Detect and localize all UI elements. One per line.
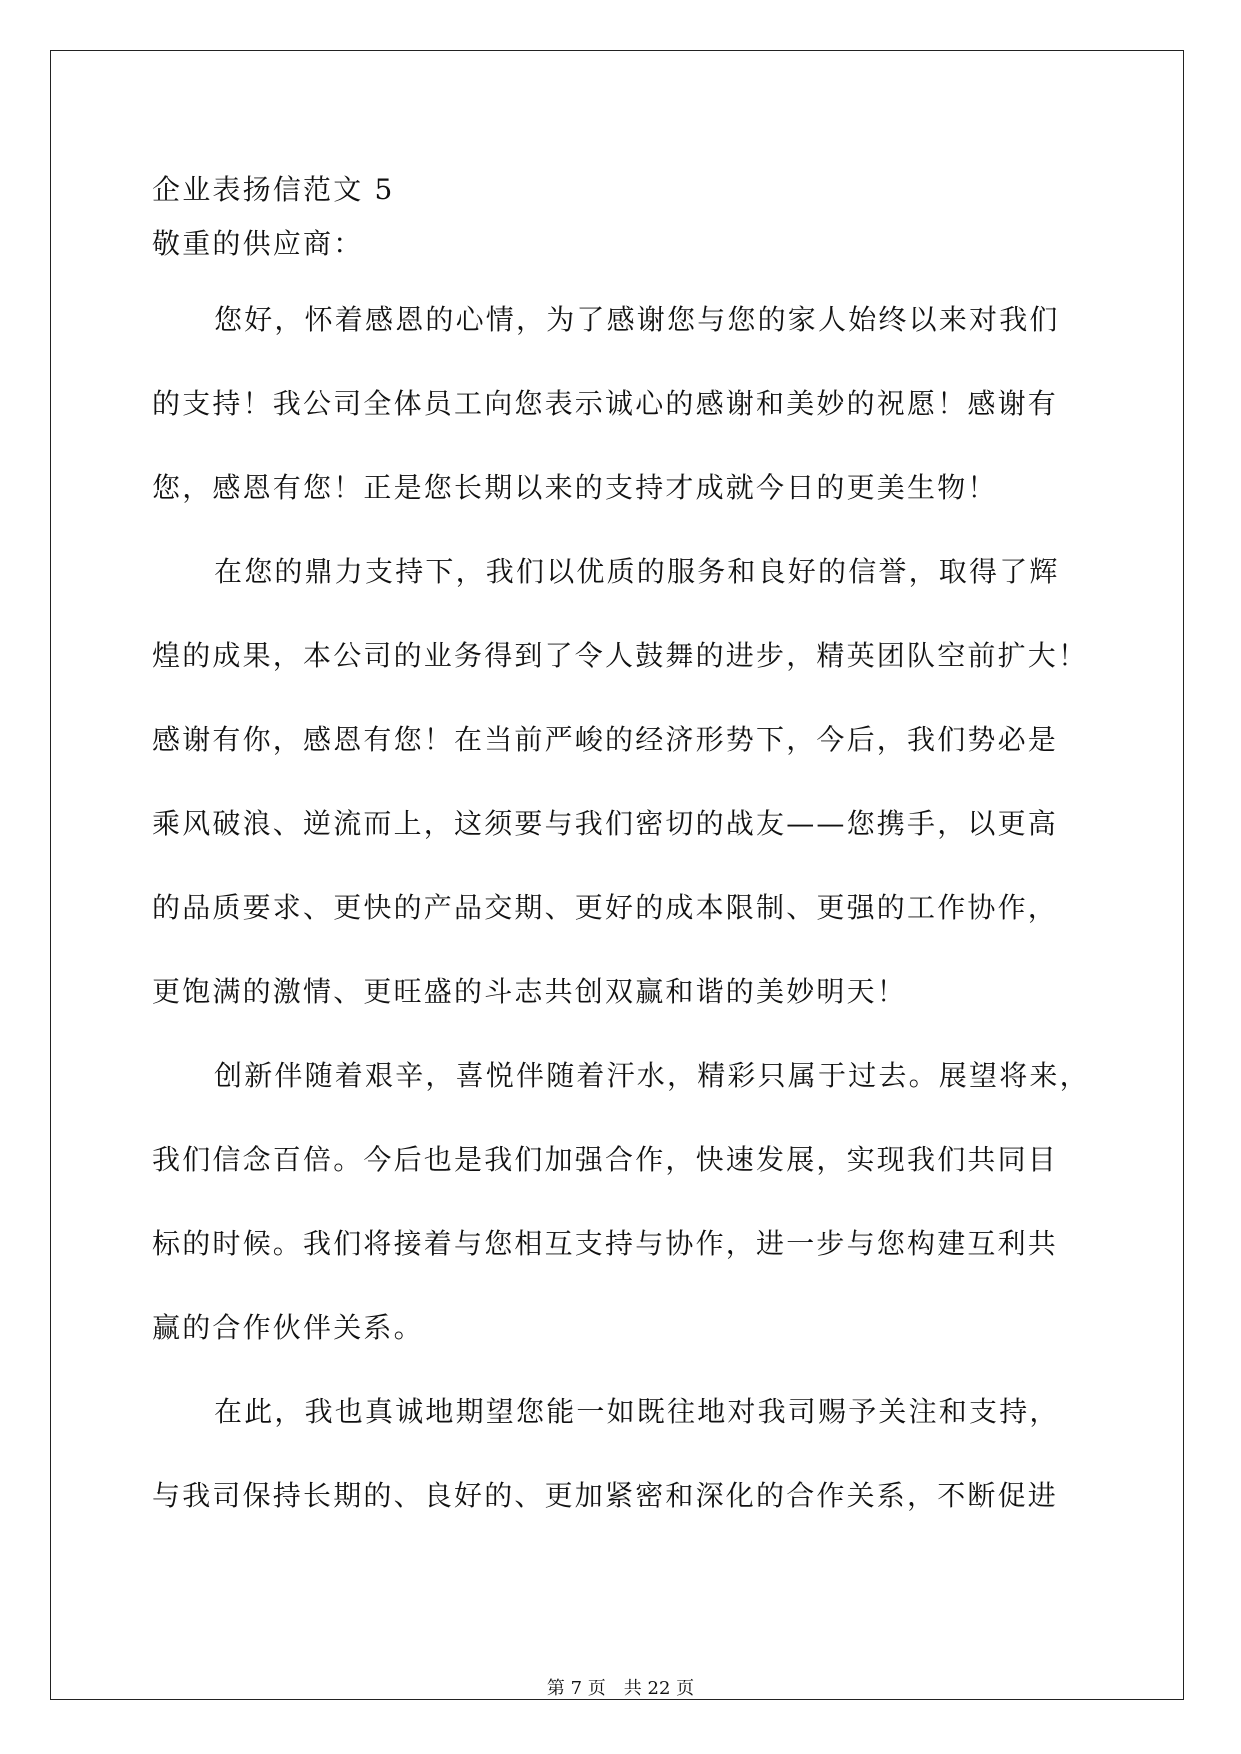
body-line-13: 赢的合作伙伴关系。: [152, 1311, 424, 1344]
body-line-4: 在您的鼎力支持下，我们以优质的服务和良好的信誉，取得了辉: [214, 555, 1060, 588]
page-border: [50, 50, 1184, 1700]
body-line-3: 您，感恩有您！正是您长期以来的支持才成就今日的更美生物！: [152, 471, 998, 504]
body-line-10: 创新伴随着艰辛，喜悦伴随着汗水，精彩只属于过去。展望将来，: [214, 1059, 1090, 1092]
body-line-8: 的品质要求、更快的产品交期、更好的成本限制、更强的工作协作，: [152, 891, 1059, 924]
page-footer: [0, 1678, 1241, 1700]
salutation: 敬重的供应商：: [152, 227, 364, 260]
document-title: 企业表扬信范文 5: [152, 173, 395, 206]
body-line-11: 我们信念百倍。今后也是我们加强合作，快速发展，实现我们共同目: [152, 1143, 1059, 1176]
body-line-7: 乘风破浪、逆流而上，这须要与我们密切的战友——您携手，以更高: [152, 807, 1059, 840]
page-total: 共 22 页: [623, 1678, 695, 1699]
body-line-14: 在此，我也真诚地期望您能一如既往地对我司赐予关注和支持，: [214, 1395, 1060, 1428]
body-line-2: 的支持！我公司全体员工向您表示诚心的感谢和美妙的祝愿！感谢有: [152, 387, 1059, 420]
body-line-15: 与我司保持长期的、良好的、更加紧密和深化的合作关系，不断促进: [152, 1479, 1059, 1512]
body-line-5: 煌的成果，本公司的业务得到了令人鼓舞的进步，精英团队空前扩大！: [152, 639, 1089, 672]
body-line-1: 您好，怀着感恩的心情，为了感谢您与您的家人始终以来对我们: [214, 303, 1060, 336]
page-number: 第 7 页: [546, 1678, 606, 1699]
body-line-6: 感谢有你，感恩有您！在当前严峻的经济形势下，今后，我们势必是: [152, 723, 1059, 756]
body-line-12: 标的时候。我们将接着与您相互支持与协作，进一步与您构建互利共: [152, 1227, 1059, 1260]
body-line-9: 更饱满的激情、更旺盛的斗志共创双赢和谐的美妙明天！: [152, 975, 908, 1008]
